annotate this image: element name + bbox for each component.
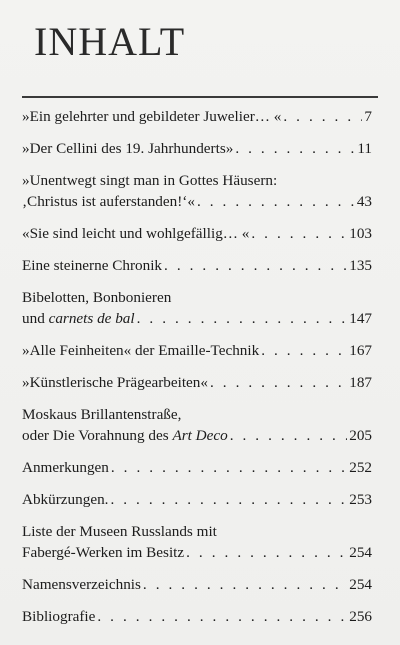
toc-leader-dots bbox=[251, 223, 347, 244]
toc-page-number: 253 bbox=[349, 491, 372, 508]
toc-entry-title bbox=[22, 606, 95, 627]
toc-title-part: »Ein gelehrter und gebildeter Juwelier… « bbox=[22, 108, 282, 125]
toc-page-number: 11 bbox=[357, 140, 372, 157]
toc-entry-title bbox=[22, 106, 281, 127]
toc-page-number: 252 bbox=[349, 459, 372, 476]
toc-entry bbox=[22, 606, 372, 627]
toc-entry bbox=[22, 138, 372, 159]
toc-entry bbox=[22, 489, 372, 510]
toc-entry bbox=[22, 340, 372, 361]
toc-leader-dots bbox=[210, 372, 347, 393]
toc-entry bbox=[22, 106, 372, 127]
toc-entry-title bbox=[22, 191, 195, 212]
toc-entry-line bbox=[22, 574, 372, 595]
toc-title-part: Bibliografie bbox=[22, 608, 96, 625]
toc-entry-title bbox=[22, 340, 259, 361]
toc-entry bbox=[22, 372, 372, 393]
toc-entry-title bbox=[22, 521, 217, 542]
title-rule bbox=[22, 96, 378, 98]
toc-title-part: »Künstlerische Prägearbeiten« bbox=[22, 374, 208, 391]
toc-page-number: 7 bbox=[364, 108, 372, 125]
toc-leader-dots bbox=[137, 308, 348, 329]
toc-title-part: Namensverzeichnis bbox=[22, 576, 141, 593]
toc-title-part: Moskaus Brillantenstraße, bbox=[22, 406, 182, 423]
toc-entry bbox=[22, 287, 372, 329]
toc-entry-title bbox=[22, 372, 208, 393]
toc-entry-title bbox=[22, 170, 277, 191]
toc-entry-title bbox=[22, 138, 233, 159]
toc-entry-line bbox=[22, 542, 372, 563]
toc-leader-dots bbox=[97, 606, 347, 627]
toc-leader-dots bbox=[235, 138, 355, 159]
toc-leader-dots bbox=[186, 542, 347, 563]
toc-entry-line bbox=[22, 372, 372, 393]
toc-title-part: »Alle Feinheiten« der Emaille-Technik bbox=[22, 342, 260, 359]
toc-entry-line bbox=[22, 606, 372, 627]
toc-entry-title bbox=[22, 404, 181, 425]
toc-title-italic-part: carnets de bal bbox=[48, 310, 135, 327]
toc-title-part: Bibelotten, Bonbonieren bbox=[22, 289, 172, 306]
toc-leader-dots bbox=[283, 106, 362, 127]
toc-title-part: Fabergé-Werken im Besitz bbox=[22, 544, 185, 561]
toc-page-number: 43 bbox=[356, 193, 372, 210]
toc-entry-line bbox=[22, 308, 372, 329]
toc-title-part: oder Die Vorahnung des bbox=[22, 427, 173, 444]
toc-entry-line bbox=[22, 521, 372, 542]
toc-entry-line bbox=[22, 106, 372, 127]
toc-entry-line bbox=[22, 138, 372, 159]
toc-entry bbox=[22, 255, 372, 276]
toc-leader-dots bbox=[110, 489, 347, 510]
toc-page-number: 135 bbox=[349, 257, 372, 274]
toc-entry-line bbox=[22, 170, 372, 191]
toc-title-part: »Unentwegt singt man in Gottes Häusern: bbox=[22, 172, 278, 189]
toc-entry bbox=[22, 457, 372, 478]
toc-page-number: 167 bbox=[349, 342, 372, 359]
toc-entry-title bbox=[22, 308, 135, 329]
toc-page-number: 254 bbox=[349, 576, 372, 593]
toc-leader-dots bbox=[143, 574, 347, 595]
toc-page-number: 256 bbox=[349, 608, 372, 625]
toc-entry bbox=[22, 404, 372, 446]
toc-page-number: 187 bbox=[349, 374, 372, 391]
toc-entry bbox=[22, 170, 372, 212]
toc-entry-line bbox=[22, 255, 372, 276]
toc-entry-title bbox=[22, 542, 184, 563]
toc-entry-line bbox=[22, 223, 372, 244]
toc-entry-line bbox=[22, 287, 372, 308]
toc-entry bbox=[22, 521, 372, 563]
toc-entry-line bbox=[22, 425, 372, 446]
toc-leader-dots bbox=[197, 191, 355, 212]
toc-entry bbox=[22, 574, 372, 595]
toc-title-part: Eine steinerne Chronik bbox=[22, 257, 163, 274]
toc-entry-line bbox=[22, 489, 372, 510]
toc-entry-title bbox=[22, 287, 171, 308]
toc-title-part: «Sie sind leicht und wohlgefällig… « bbox=[22, 225, 250, 242]
toc-entry-title bbox=[22, 223, 249, 244]
toc-entry-title bbox=[22, 574, 141, 595]
toc-title-part: und bbox=[22, 310, 49, 327]
toc-page-number: 254 bbox=[349, 544, 372, 561]
toc-entry-title bbox=[22, 457, 109, 478]
toc-entry-line bbox=[22, 191, 372, 212]
toc-page-number: 147 bbox=[349, 310, 372, 327]
toc-title-part: Liste der Museen Russlands mit bbox=[22, 523, 217, 540]
toc-page-number: 205 bbox=[349, 427, 372, 444]
toc-leader-dots bbox=[164, 255, 347, 276]
table-of-contents bbox=[22, 106, 372, 627]
toc-title-part: »Der Cellini des 19. Jahrhunderts» bbox=[22, 140, 234, 157]
toc-leader-dots bbox=[230, 425, 348, 446]
page-title: INHALT bbox=[34, 19, 186, 64]
toc-page-number: 103 bbox=[349, 225, 372, 242]
toc-entry-title bbox=[22, 255, 162, 276]
toc-title-italic-part: Art Deco bbox=[172, 427, 228, 444]
toc-entry-title bbox=[22, 425, 228, 446]
toc-entry bbox=[22, 223, 372, 244]
toc-leader-dots bbox=[261, 340, 347, 361]
toc-entry-line bbox=[22, 404, 372, 425]
toc-title-part: Abkürzungen. bbox=[22, 491, 109, 508]
toc-entry-line bbox=[22, 457, 372, 478]
toc-entry-title bbox=[22, 489, 108, 510]
toc-title-part: ‚Christus ist auferstanden!‘« bbox=[22, 193, 195, 210]
toc-entry-line bbox=[22, 340, 372, 361]
toc-leader-dots bbox=[111, 457, 347, 478]
toc-title-part: Anmerkungen bbox=[22, 459, 109, 476]
